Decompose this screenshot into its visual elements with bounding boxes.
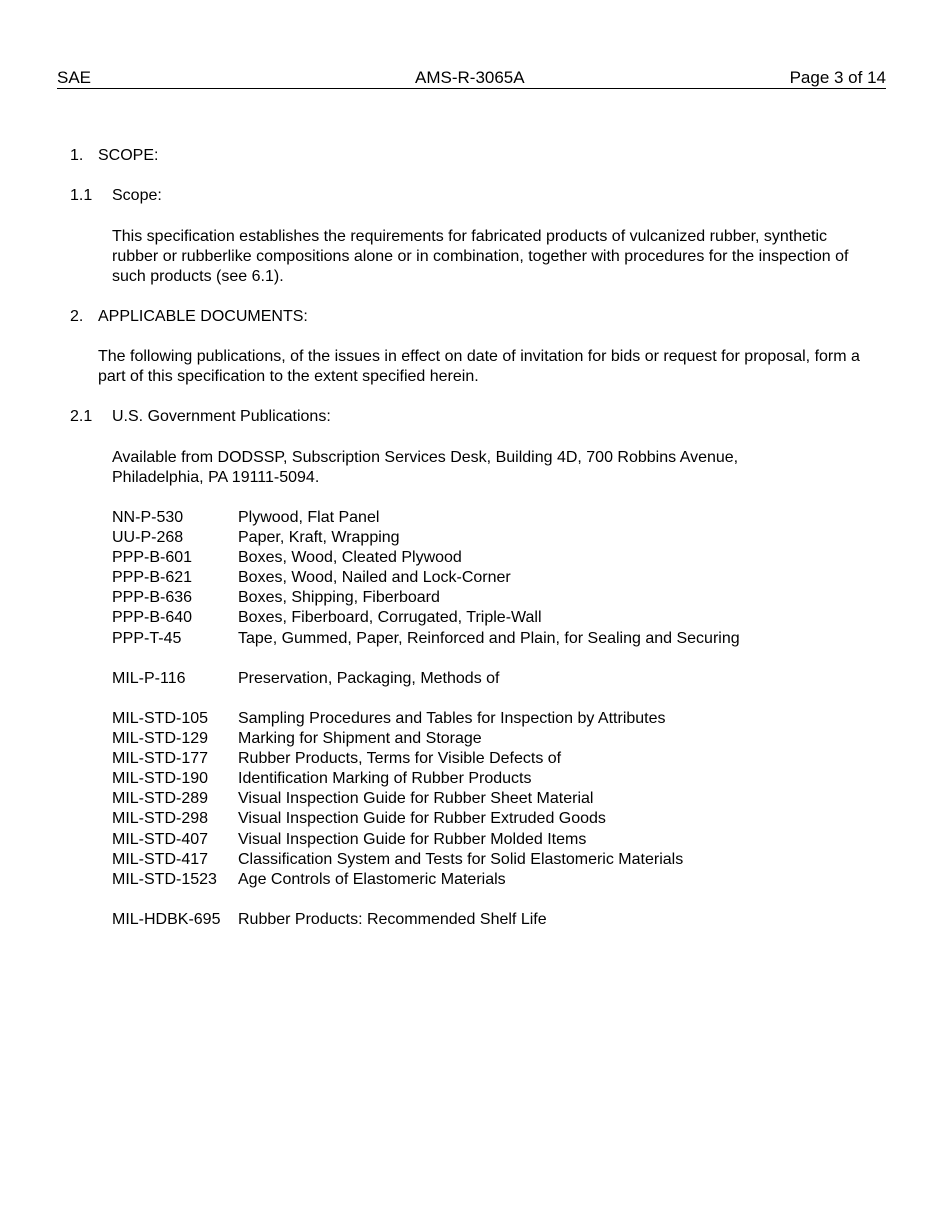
document-title: Boxes, Wood, Nailed and Lock-Corner <box>238 569 511 587</box>
document-code: MIL-STD-1523 <box>112 870 217 888</box>
section-1-title: SCOPE: <box>98 147 159 164</box>
document-code: UU-P-268 <box>112 529 184 547</box>
document-title: Identification Marking of Rubber Products <box>238 770 532 788</box>
header-doc-number: AMS-R-3065A <box>415 68 525 87</box>
document-code: PPP-B-640 <box>112 609 193 627</box>
document-title: Sampling Procedures and Tables for Inspection by Attributes <box>238 709 666 727</box>
document-code: MIL-STD-289 <box>112 790 209 808</box>
section-1-1-number: 1.1 <box>70 187 93 204</box>
page-header <box>57 68 886 89</box>
document-code: MIL-STD-407 <box>112 830 209 848</box>
document-title: Visual Inspection Guide for Rubber Sheet Material <box>238 790 594 808</box>
document-title: Rubber Products: Recommended Shelf Life <box>238 910 547 928</box>
section-2-title: APPLICABLE DOCUMENTS: <box>98 308 308 325</box>
document-title: Visual Inspection Guide for Rubber Molded Items <box>238 830 587 848</box>
document-code: PPP-T-45 <box>112 629 182 647</box>
section-1-1-title: Scope: <box>112 187 162 204</box>
document-code: PPP-B-601 <box>112 549 193 567</box>
section-2-1-title: U.S. Government Publications: <box>112 408 331 425</box>
document-code: PPP-B-636 <box>112 589 193 607</box>
document-title: Preservation, Packaging, Methods of <box>238 669 500 687</box>
document-title: Boxes, Fiberboard, Corrugated, Triple-Wall <box>238 609 542 627</box>
section-2-1-body: Available from DODSSP, Subscription Services Desk, Building 4D, 700 Robbins Avenue, Philadelphia, PA 19111-5094. <box>112 449 739 486</box>
document-title: Plywood, Flat Panel <box>238 509 380 526</box>
document-title: Boxes, Wood, Cleated Plywood <box>238 549 462 567</box>
document-title: Tape, Gummed, Paper, Reinforced and Plain, for Sealing and Securing <box>238 629 740 647</box>
section-1-1-body: This specification establishes the requirements for fabricated products of vulcanized rubber, synthetic rubber or rubberlike compositions alone or in combination, together with procedures for the inspection of such products (see 6.1). <box>112 228 849 285</box>
section-2-body: The following publications, of the issues in effect on date of invitation for bids or request for proposal, form a part of this specification to the extent specified herein. <box>98 348 860 385</box>
document-code: MIL-P-116 <box>112 669 186 687</box>
document-title: Classification System and Tests for Solid Elastomeric Materials <box>238 850 684 868</box>
document-title: Marking for Shipment and Storage <box>238 730 482 748</box>
document-title: Rubber Products, Terms for Visible Defects of <box>238 750 562 768</box>
document-code: MIL-STD-298 <box>112 810 209 828</box>
document-code: MIL-STD-417 <box>112 850 209 868</box>
header-page-number: Page 3 of 14 <box>789 68 886 87</box>
document-title: Age Controls of Elastomeric Materials <box>238 870 506 888</box>
document-code: MIL-STD-129 <box>112 730 209 748</box>
document-title: Paper, Kraft, Wrapping <box>238 529 400 547</box>
section-1-number: 1. <box>70 147 84 164</box>
document-code: MIL-STD-190 <box>112 770 209 788</box>
document-title: Boxes, Shipping, Fiberboard <box>238 589 440 607</box>
section-2-1-number: 2.1 <box>70 408 93 425</box>
document-code: MIL-STD-177 <box>112 750 209 768</box>
document-code: MIL-STD-105 <box>112 709 209 727</box>
document-code: NN-P-530 <box>112 509 184 526</box>
document-code: MIL-HDBK-695 <box>112 910 221 928</box>
document-code: PPP-B-621 <box>112 569 193 587</box>
section-2-number: 2. <box>70 308 84 325</box>
document-title: Visual Inspection Guide for Rubber Extruded Goods <box>238 810 606 828</box>
header-org: SAE <box>57 68 92 87</box>
